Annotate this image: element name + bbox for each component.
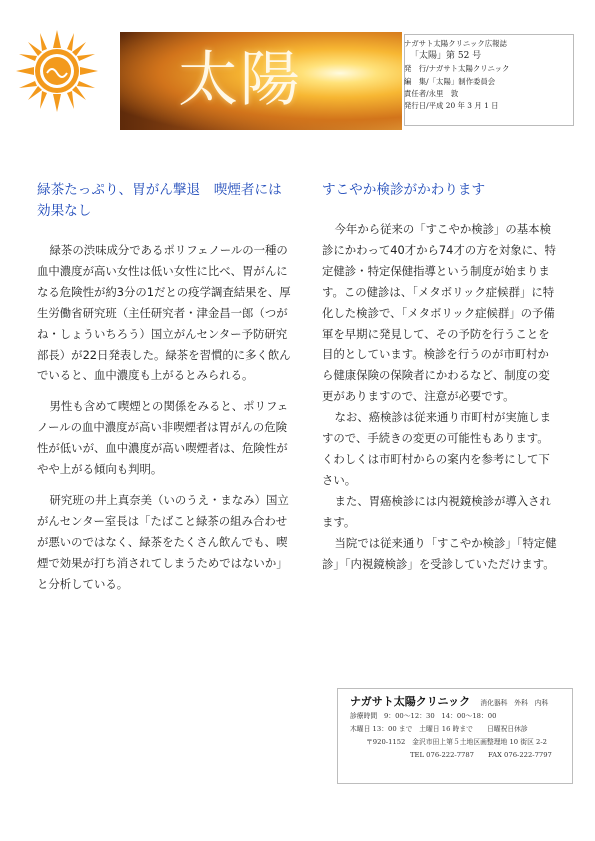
clinic-closed-holiday: 日曜祝日休診 — [486, 725, 528, 733]
article-paragraph: なお、癌検診は従来通り市町村が実施しますので、手続きの変更の可能性もあります。くわしくは市町村からの案内を参考にして下さい。 — [322, 410, 551, 487]
issue-number: 「太陽」第 52 号 — [410, 51, 482, 62]
masthead — [404, 38, 572, 112]
masthead-line: 発行日/平成 20 年 3 月 1 日 — [404, 101, 499, 111]
header-banner — [120, 32, 402, 130]
clinic-fax: FAX 076-222-7797 — [488, 751, 552, 759]
clinic-address: 〒920-1152 金沢市田上第５土地区画整理地 10 街区 2-2 — [366, 738, 547, 746]
article-paragraph: 男性も含めて喫煙との関係をみると、ポリフェノールの血中濃度が高い非喫煙者は胃がんの危険性が低いが、血中濃度が高い喫煙者は、危険性がやや上がる傾向も判明。 — [37, 399, 289, 477]
article-paragraph: また、胃癌検診には内視鏡検診が導入されます。 — [322, 493, 551, 529]
article-title: 緑茶たっぷり、胃がん撃退 喫煙者には効果なし — [37, 182, 282, 219]
article-paragraph: 当院では従来通り「すこやか検診」「特定健診」「内視鏡検診」を受診していただけます。 — [322, 535, 557, 571]
masthead-line: ナガサト太陽クリニック広報誌 — [404, 39, 507, 48]
clinic-closed-weekday: 木曜日 13：00 まで 土曜日 16 時まで — [350, 725, 473, 733]
masthead-line: 編 集/「太陽」制作委員会 — [404, 76, 496, 86]
article-paragraph: 研究班の井上真奈美（いのうえ・まなみ）国立がんセンター室長は「たばこと緑茶の組み合わせが悪いのではなく、緑茶をたくさん飲んでも、喫煙で効果が打ち消されてしまうためではないか」と分析している。 — [37, 492, 289, 591]
article-paragraph: 緑茶の渋味成分であるポリフェノールの一種の血中濃度が高い女性は低い女性に比べ、胃がんになる危険性が約3分の1だとの疫学調査結果を、厚生労働省研究班（主任研究者・津金昌一郎（つがね・しょういちろう）国立がんセンター予防研究部長）が22日発表した。緑茶を習慣的に多く飲んでいると、血中濃度も上がるとみられる。 — [37, 243, 291, 383]
clinic-name-row — [350, 695, 572, 710]
newsletter-title: 太陽 — [178, 45, 302, 115]
article-green-tea — [37, 180, 294, 605]
clinic-contact — [350, 749, 572, 762]
masthead-line: 責任者/永里 敦 — [404, 88, 459, 98]
article-title: すこやか検診がかわります — [322, 182, 486, 198]
clinic-info-box — [337, 688, 573, 784]
clinic-hours: 診療時間 9：00〜12：30 14：00〜18：00 — [350, 712, 497, 720]
clinic-tel: TEL 076-222-7787 — [410, 751, 475, 759]
clinic-name: ナガサト太陽クリニック — [350, 695, 471, 708]
clinic-departments: 消化器科 外科 内科 — [480, 699, 549, 707]
article-paragraph: 今年から従来の「すこやか検診」の基本検診にかわって40才から74才の方を対象に、特定健診・特定保健指導という制度が始まります。この健診は、「メタボリック症候群」に特化した検診で、「メタボリック症候群」の予備軍を早期に発見して、その予防を行うことを目的としています。検診を行うのが市町村から健康保険の保険者にかわるなど、制度の変更がありますので、注意が必要です。 — [322, 222, 556, 404]
clinic-closed-days — [350, 723, 572, 736]
clinic-logo-sun-icon — [14, 28, 100, 114]
masthead-line: 発 行/ナガサト太陽クリニック — [404, 64, 510, 74]
article-health-checkup — [322, 180, 558, 574]
